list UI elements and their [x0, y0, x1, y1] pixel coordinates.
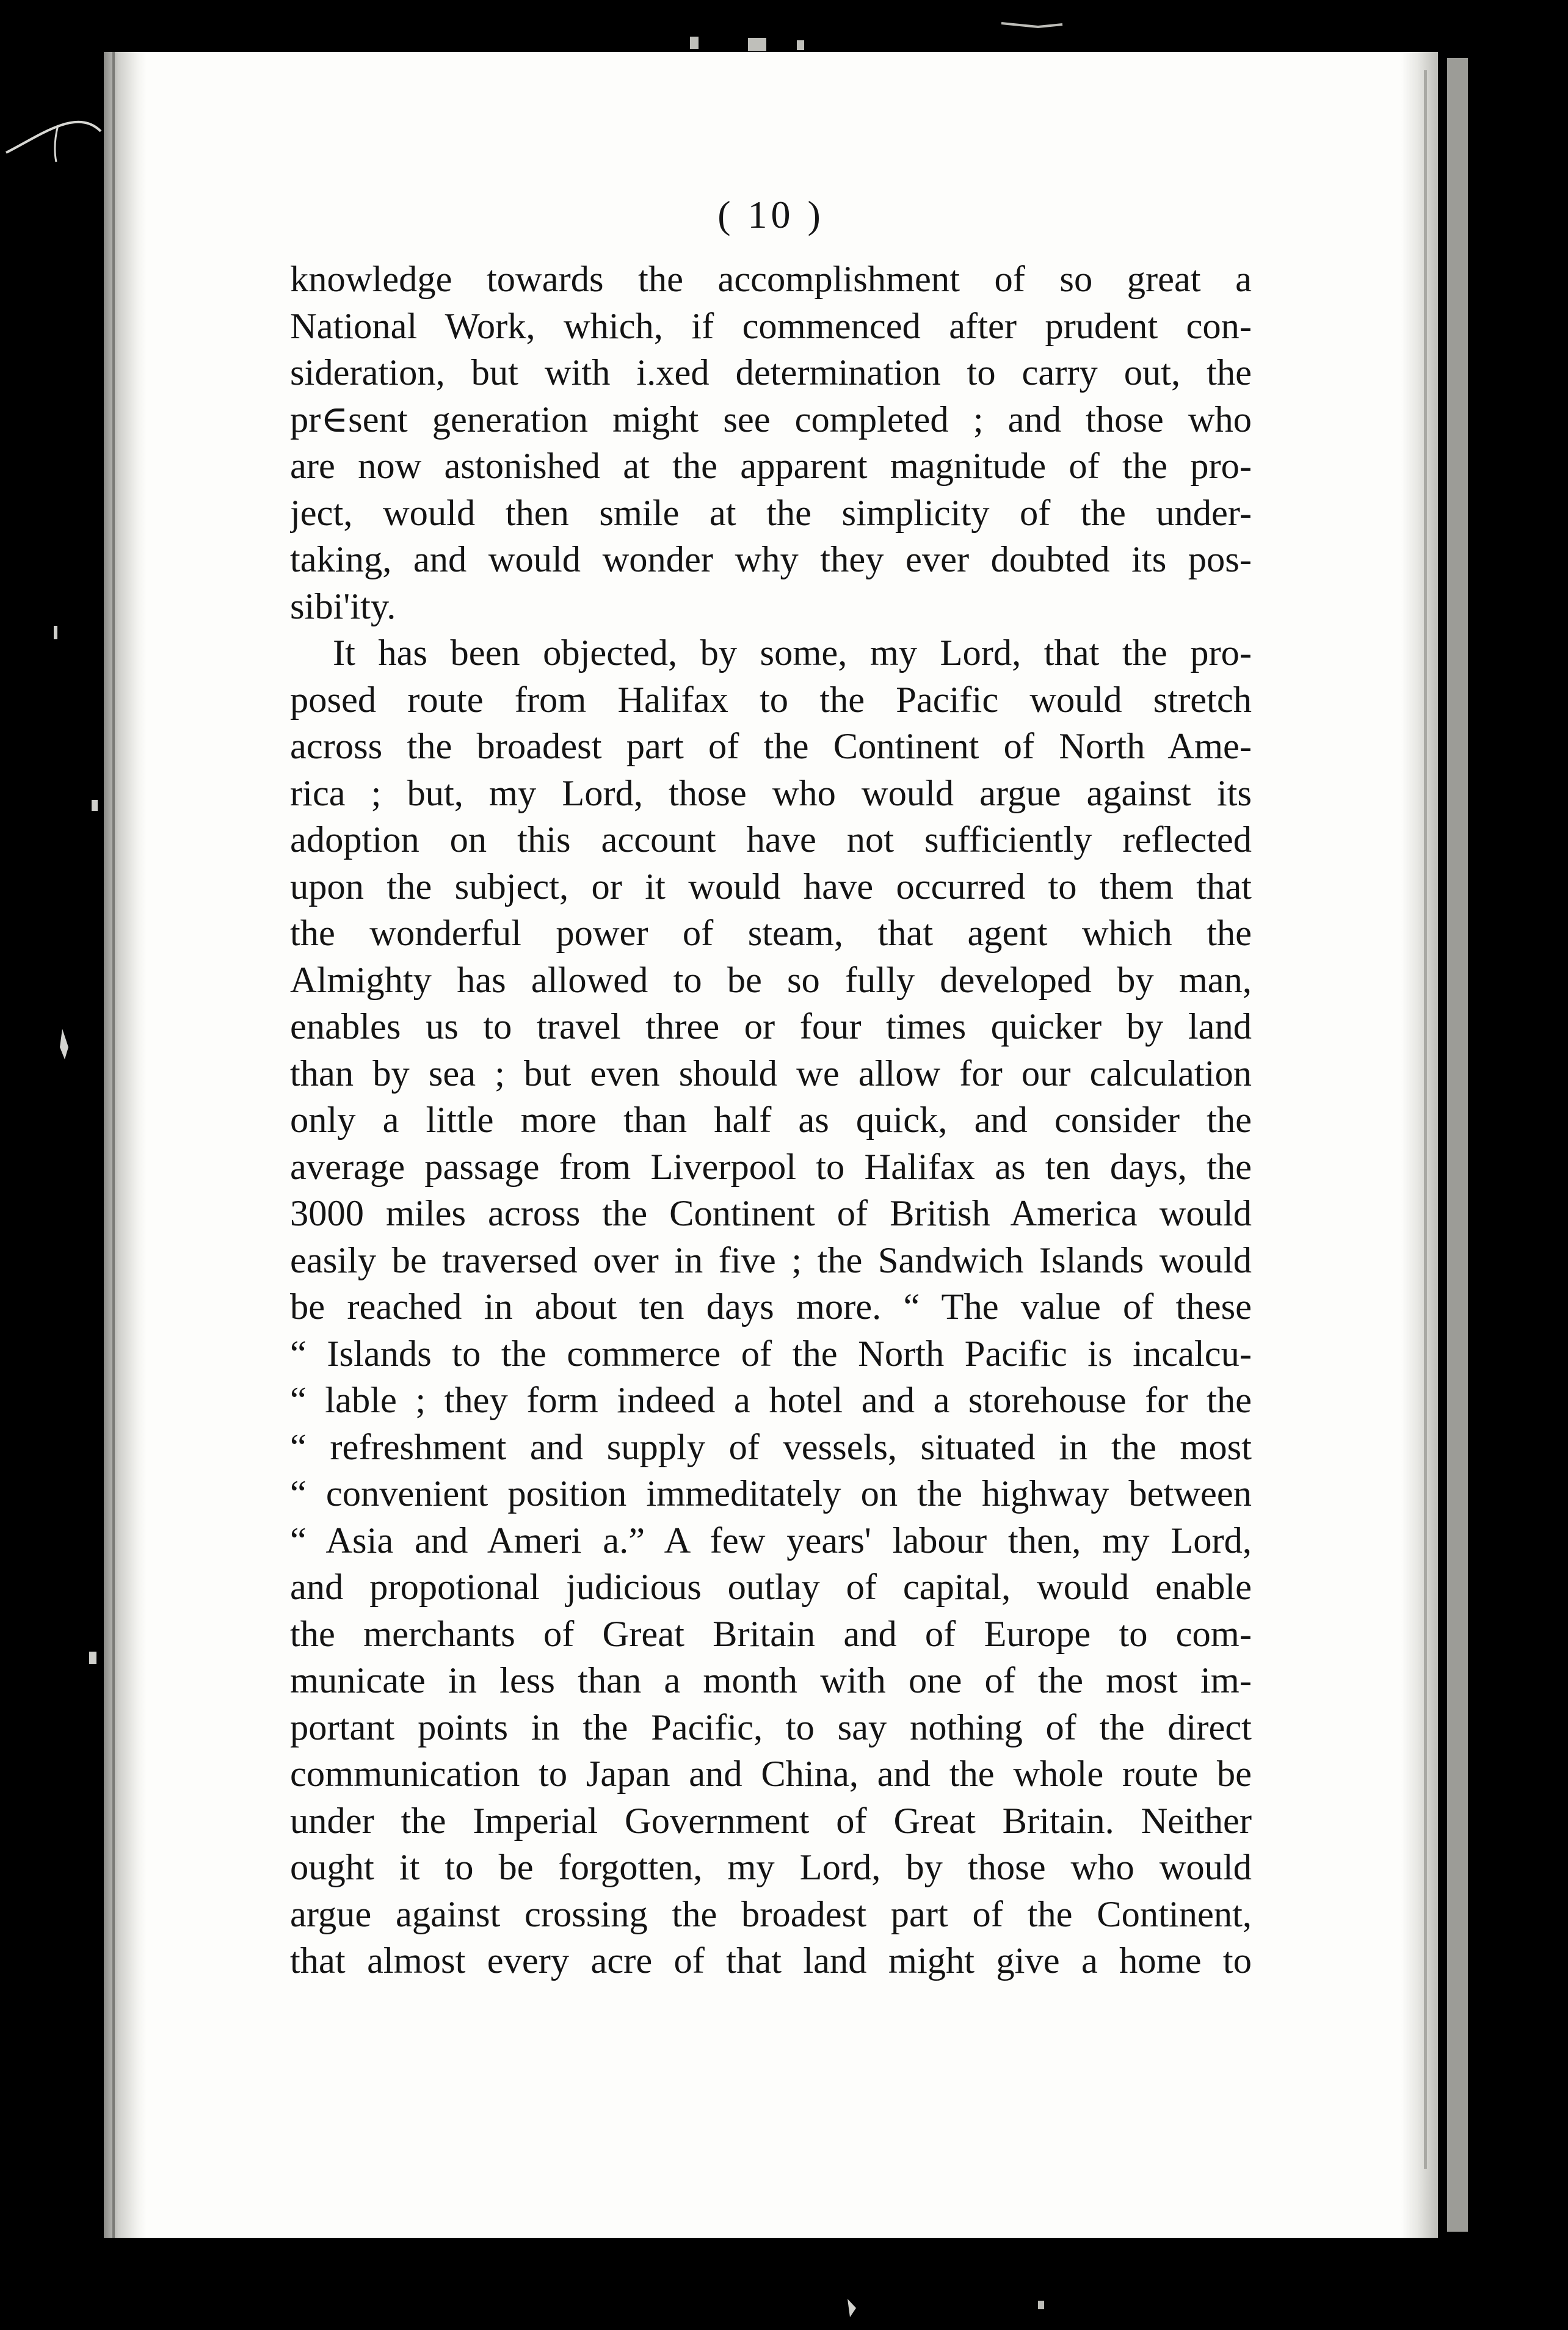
text-line: upon the subject, or it would have occurred to them that: [290, 866, 1252, 907]
text-line: ject, would then smile at the simplicity of the under-: [290, 492, 1252, 534]
text-line: municate in less than a month with one of the most im-: [290, 1660, 1252, 1701]
book-page: [104, 52, 1438, 2238]
text-line: posed route from Halifax to the Pacific would stretch: [290, 679, 1252, 720]
text-line: ought it to be forgotten, my Lord, by those who would: [290, 1847, 1252, 1888]
text-line: under the Imperial Government of Great Britain. Neither: [290, 1800, 1252, 1842]
text-line: communication to Japan and China, and the whole route be: [290, 1754, 1252, 1795]
scan-artifact-curve: [1001, 23, 1062, 27]
text-line: taking, and would wonder why they ever doubted its pos-: [290, 539, 1252, 580]
text-line: average passage from Liverpool to Halifax as ten days, the: [290, 1146, 1252, 1188]
text-line: only a little more than half as quick, and consider the: [290, 1100, 1252, 1141]
scan-speck: [748, 38, 766, 51]
adjacent-page-edge: [1447, 58, 1468, 2232]
text-line: and propotional judicious outlay of capital, would enable: [290, 1567, 1252, 1608]
text-line: than by sea ; but even should we allow for our calculation: [290, 1053, 1252, 1094]
text-line: Almighty has allowed to be so fully developed by man,: [290, 959, 1252, 1001]
scan-speck: [690, 37, 699, 49]
text-line: pr∈sent generation might see completed ; and those who: [290, 399, 1252, 440]
scan-speck: [1038, 2301, 1044, 2309]
quoted-line: “ Islands to the commerce of the North Pacific is incalcu-: [290, 1333, 1252, 1374]
text-line: knowledge towards the accomplishment of so great a: [290, 259, 1252, 300]
scan-speck: [92, 800, 98, 811]
scan-speck: [797, 40, 804, 50]
body-text: [290, 256, 1252, 1985]
text-line: portant points in the Pacific, to say nothing of the direct: [290, 1707, 1252, 1748]
scan-speck: [848, 2299, 856, 2317]
text-line: National Work, which, if commenced after prudent con-: [290, 305, 1252, 347]
text-line: that almost every acre of that land might give a home to: [290, 1940, 1252, 1981]
page-gutter-shadow: [104, 52, 147, 2238]
page-edge-shadow: [1401, 52, 1438, 2238]
text-line: 3000 miles across the Continent of British America would: [290, 1193, 1252, 1234]
scan-speck: [60, 1029, 68, 1059]
page-number: ( 10 ): [717, 193, 824, 236]
quoted-line: “ Asia and Ameri a.” A few years' labour then, my Lord,: [290, 1520, 1252, 1561]
quoted-line: “ convenient position immeditately on the highway between: [290, 1473, 1252, 1514]
text-line: rica ; but, my Lord, those who would argue against its: [290, 772, 1252, 814]
text-line: sideration, but with i.xed determination to carry out, the: [290, 352, 1252, 393]
quoted-line: “ refreshment and supply of vessels, situated in the most: [290, 1426, 1252, 1468]
scan-speck: [54, 626, 57, 639]
text-line: argue against crossing the broadest part of the Continent,: [290, 1893, 1252, 1935]
scan-artifact-curve: [6, 122, 101, 153]
text-line: sibi'ity.: [290, 586, 396, 627]
text-line: enables us to travel three or four times quicker by land: [290, 1006, 1252, 1047]
quoted-line: “ lable ; they form indeed a hotel and a storehouse for the: [290, 1380, 1252, 1421]
paragraph-first-line: It has been objected, by some, my Lord, that the pro-: [333, 633, 1252, 673]
text-line: the wonderful power of steam, that agent which the: [290, 913, 1252, 954]
text-line: the merchants of Great Britain and of Europe to com-: [290, 1613, 1252, 1655]
text-line: be reached in about ten days more. “ The value of these: [290, 1287, 1252, 1327]
scan-artifact-curve: [55, 125, 58, 162]
text-line: across the broadest part of the Continent of North Ame-: [290, 726, 1252, 767]
text-line: easily be traversed over in five ; the Sandwich Islands would: [290, 1239, 1252, 1281]
text-line: are now astonished at the apparent magnitude of the pro-: [290, 446, 1252, 487]
scan-speck: [89, 1652, 96, 1664]
text-line: adoption on this account have not sufficiently reflected: [290, 819, 1252, 860]
